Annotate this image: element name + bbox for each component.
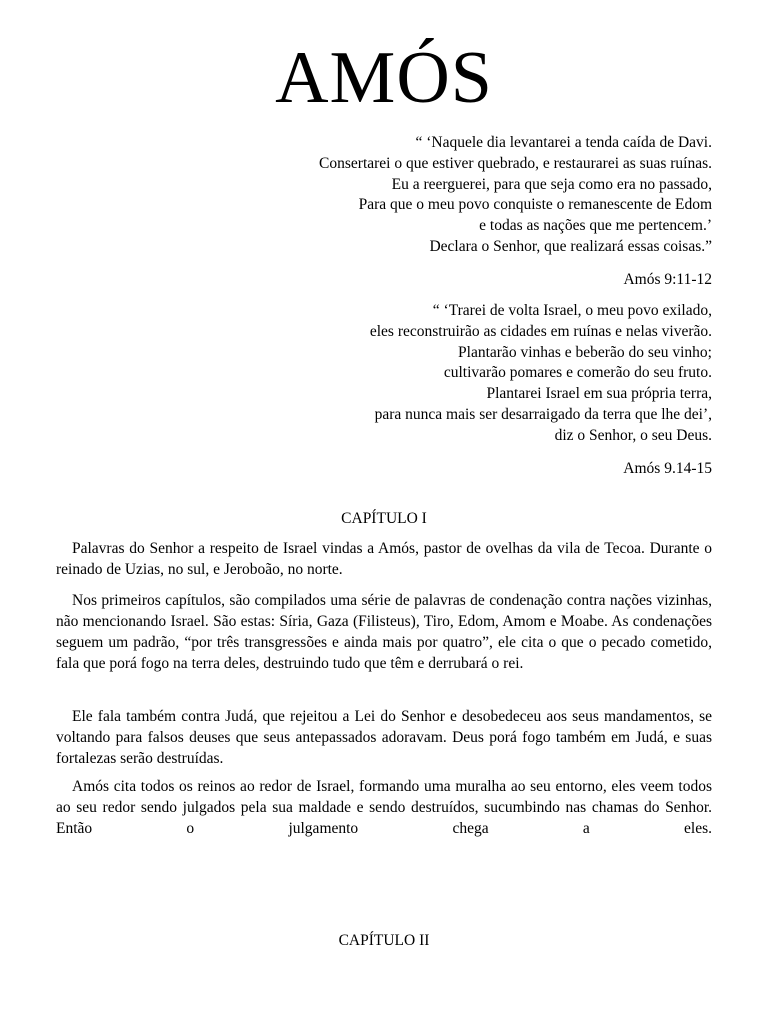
epigraph-line: eles reconstruirão as cidades em ruínas e nelas viverão. <box>369 322 712 340</box>
chapter-paragraph: Ele fala também contra Judá, que rejeitou a Lei do Senhor e desobedeceu aos seus mandamentos, se voltando para falsos deuses que seus antepassados adoravam. Deus porá fogo também em Judá, e suas fortalezas serão destruídas. <box>56 708 712 767</box>
epigraph-line: Consertarei o que estiver quebrado, e restaurarei as suas ruínas. <box>319 154 712 172</box>
epigraph-line: Eu a reerguerei, para que seja como era no passado, <box>391 175 712 193</box>
epigraph-line: cultivarão pomares e comerão do seu fruto. <box>443 364 712 382</box>
epigraph-2 <box>72 301 712 447</box>
chapter-heading-2: CAPÍTULO II <box>338 932 430 949</box>
chapter-paragraph: Nos primeiros capítulos, são compilados uma série de palavras de condenação contra nações vizinhas, não mencionando Israel. São estas: Síria, Gaza (Filisteus), Tiro, Edom, Amom e Moabe. As condenações seguem um padrão, “por três transgressões e ainda mais por quatro”, ele cita o que o pecado cometido, fala que porá fogo na terra deles, destruindo tudo que têm e derrubará o rei. <box>56 592 712 672</box>
chapter-heading-1: CAPÍTULO I <box>341 510 427 527</box>
epigraph-line: “ ‘Naquele dia levantarei a tenda caída de Davi. <box>415 134 712 151</box>
epigraph-reference-2: Amós 9.14-15 <box>623 460 712 477</box>
epigraph-line: Declara o Senhor, que realizará essas coisas.” <box>429 237 712 255</box>
epigraph-1 <box>72 133 712 258</box>
chapter-paragraph: Palavras do Senhor a respeito de Israel vindas a Amós, pastor de ovelhas da vila de Tecoa. Durante o reinado de Uzias, no sul, e Jeroboão, no norte. <box>56 540 712 578</box>
epigraph-line: Plantarei Israel em sua própria terra, <box>486 385 712 403</box>
epigraph-reference-1: Amós 9:11-12 <box>623 271 712 288</box>
epigraph-line: e todas as nações que me pertencem.’ <box>479 217 712 235</box>
epigraph-line: para nunca mais ser desarraigado da terra que lhe dei’, <box>374 405 712 423</box>
document-title: AMÓS <box>275 37 493 119</box>
epigraph-line: Plantarão vinhas e beberão do seu vinho; <box>458 343 712 361</box>
epigraph-line: Para que o meu povo conquiste o remanescente de Edom <box>358 196 712 214</box>
chapter-paragraph: Amós cita todos os reinos ao redor de Israel, formando uma muralha ao seu entorno, eles veem todos ao seu redor sendo julgados pela sua maldade e sendo destruídos, sucumbindo nas chamas do Senhor. Então o julgamento chega a eles. <box>56 778 712 837</box>
epigraph-line: diz o Senhor, o seu Deus. <box>554 426 712 444</box>
epigraph-line: “ ‘Trarei de volta Israel, o meu povo exilado, <box>432 302 712 319</box>
